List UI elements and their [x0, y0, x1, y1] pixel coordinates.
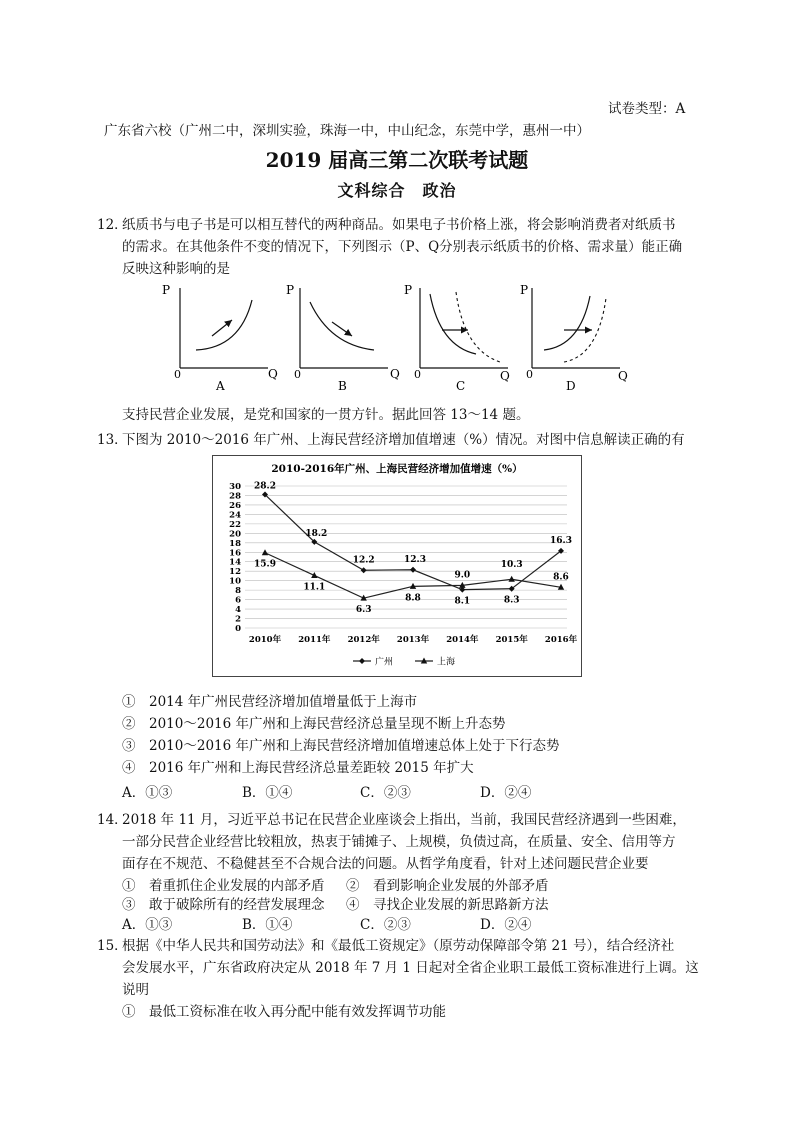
curve-d	[544, 296, 590, 350]
x-tick-label: 2014年	[446, 635, 479, 645]
q12-line-3: 反映这种影响的是	[122, 261, 230, 277]
x-tick-label: 2011年	[298, 635, 331, 645]
q13-choice-d: D．②④	[480, 785, 532, 801]
q13-option-2: ② 2010～2016 年广州和上海民营经济总量呈现不断上升态势	[122, 716, 506, 732]
y-tick-label: 6	[235, 595, 241, 606]
origin-d: 0	[526, 368, 533, 381]
q15-line-3: 说明	[122, 982, 149, 998]
page-title: 2019 届高三第二次联考试题	[265, 148, 529, 172]
curve-c	[430, 294, 476, 354]
y-tick-label: 0	[235, 624, 241, 634]
axis-p-c: P	[404, 283, 413, 297]
y-tick-label: 24	[229, 510, 241, 521]
data-label: 12.2	[352, 555, 375, 566]
q14-choice-a: A．①③	[122, 917, 173, 933]
data-label: 11.1	[303, 582, 326, 593]
intro-13-14: 支持民营企业发展，是党和国家的一贯方针。据此回答 13～14 题。	[122, 407, 530, 423]
origin-c: 0	[414, 368, 421, 381]
label-c: C	[456, 379, 466, 393]
q14-choice-c: C．②③	[360, 917, 411, 933]
q13-choice-c: C．②③	[360, 785, 411, 801]
q14-line-2: 一部分民营企业经营比较粗放，热衷于铺摊子、上规模，负债过高，在质量、安全、信用等方	[122, 834, 676, 850]
page-subtitle: 文科综合 政治	[337, 181, 457, 200]
q14-option-3: ③ 敢于破除所有的经营发展理念	[122, 897, 325, 913]
y-tick-label: 28	[229, 491, 241, 502]
curve-b	[310, 302, 374, 350]
curve-c-shifted	[456, 292, 500, 362]
q14-option-4: ④ 寻找企业发展的新思路新方法	[346, 897, 549, 913]
legend-label: 广州	[375, 657, 394, 668]
axis-p-b: P	[286, 283, 295, 297]
data-label: 18.2	[305, 528, 328, 539]
q14-option-2: ② 看到影响企业发展的外部矛盾	[346, 878, 549, 894]
y-tick-label: 14	[229, 557, 241, 568]
legend-label: 上海	[437, 657, 456, 668]
q13-choice-b: B．①④	[242, 785, 293, 801]
q14-line-3: 面存在不规范、不稳健甚至不合规合法的问题。从哲学角度看，针对上述问题民营企业要	[122, 856, 649, 872]
data-label: 8.8	[405, 593, 421, 604]
q15-option-1: ① 最低工资标准在收入再分配中能有效发挥调节功能	[122, 1004, 446, 1020]
q13-stem: 下图为 2010～2016 年广州、上海民营经济增加值增速（%）情况。对图中信息解读正确的有	[122, 432, 685, 448]
curve-a	[196, 300, 252, 350]
axis-p-a: P	[162, 283, 171, 297]
q14-line-1: 2018 年 11 月，习近平总书记在民营企业座谈会上指出，当前，我国民营经济遇到一些困难，	[122, 812, 686, 828]
schools-line: 广东省六校（广州二中，深圳实验，珠海一中，中山纪念，东莞中学，惠州一中）	[104, 123, 590, 139]
q15-line-1: 根据《中华人民共和国劳动法》和《最低工资规定》（原劳动保障部令第 21 号），结合经济社	[122, 938, 675, 954]
q12-number: 12．	[97, 217, 128, 233]
q14-number: 14．	[97, 812, 128, 828]
q12-line-2: 的需求。在其他条件不变的情况下，下列图示（P、Q分别表示纸质书的价格、需求量）能正确	[122, 239, 683, 255]
data-label: 8.1	[454, 596, 471, 607]
label-a: A	[216, 379, 225, 393]
origin-b: 0	[294, 368, 301, 381]
q12-graphs	[160, 280, 640, 395]
y-tick-label: 30	[229, 482, 241, 492]
q13-option-4: ④ 2016 年广州和上海民营经济总量差距较 2015 年扩大	[122, 760, 474, 776]
y-tick-label: 16	[229, 548, 241, 559]
legend-marker	[359, 658, 365, 664]
growth-chart	[212, 455, 582, 677]
x-tick-label: 2010年	[248, 635, 282, 645]
arrow-a-icon	[212, 320, 232, 336]
series-line-guangzhou	[265, 495, 561, 593]
data-label: 8.6	[553, 572, 569, 583]
axis-q-d: Q	[618, 369, 628, 383]
data-label: 6.3	[355, 605, 372, 616]
x-tick-label: 2013年	[396, 635, 430, 645]
x-tick-label: 2016年	[544, 635, 578, 645]
data-point	[508, 576, 514, 582]
x-tick-label: 2015年	[495, 635, 528, 645]
graph-c	[404, 283, 510, 393]
q14-choice-b: B．①④	[242, 917, 293, 933]
y-tick-label: 22	[229, 519, 241, 530]
data-label: 9.0	[454, 570, 471, 581]
q14-choice-d: D．②④	[480, 917, 532, 933]
growth-chart-svg	[213, 456, 581, 676]
y-tick-label: 18	[229, 538, 241, 549]
axis-q-c: Q	[500, 369, 510, 383]
axis-q-a: Q	[268, 367, 278, 381]
label-b: B	[338, 379, 347, 393]
y-tick-label: 20	[229, 529, 241, 540]
x-tick-label: 2012年	[347, 635, 380, 645]
graph-d	[520, 283, 628, 393]
data-label: 16.3	[550, 535, 572, 546]
graph-b	[286, 283, 400, 393]
q12-line-1: 纸质书与电子书是可以相互替代的两种商品。如果电子书价格上涨，将会影响消费者对纸质书	[122, 217, 676, 233]
y-tick-label: 26	[229, 500, 241, 511]
y-tick-label: 12	[229, 567, 241, 578]
chart-title: 2010-2016年广州、上海民营经济增加值增速（%）	[271, 463, 523, 475]
y-tick-label: 8	[235, 586, 241, 597]
q13-option-1: ① 2014 年广州民营经济增加值增量低于上海市	[122, 694, 418, 710]
q14-option-1: ① 着重抓住企业发展的内部矛盾	[122, 878, 325, 894]
arrow-b-icon	[332, 322, 352, 336]
y-tick-label: 10	[229, 576, 241, 587]
data-label: 12.3	[404, 554, 426, 565]
data-point	[361, 567, 367, 573]
data-label: 28.2	[254, 481, 276, 492]
q13-number: 13．	[97, 432, 128, 448]
axis-p-d: P	[520, 283, 529, 297]
q13-choice-a: A．①③	[122, 785, 173, 801]
graph-a	[162, 283, 278, 393]
q15-line-2: 会发展水平，广东省政府决定从 2018 年 7 月 1 日起对全省企业职工最低工资标准进行上调。这	[122, 960, 699, 976]
data-point	[410, 567, 416, 573]
origin-a: 0	[174, 368, 181, 381]
y-tick-label: 2	[235, 614, 241, 625]
data-label: 10.3	[500, 560, 523, 571]
label-d: D	[566, 379, 576, 393]
data-label: 15.9	[254, 559, 276, 570]
y-tick-label: 4	[235, 605, 241, 616]
data-label: 8.3	[503, 595, 520, 606]
q13-option-3: ③ 2010～2016 年广州和上海民营经济增加值增速总体上处于下行态势	[122, 738, 560, 754]
q15-number: 15．	[97, 938, 128, 954]
axis-q-b: Q	[390, 367, 400, 381]
paper-type: 试卷类型：A	[608, 101, 686, 117]
